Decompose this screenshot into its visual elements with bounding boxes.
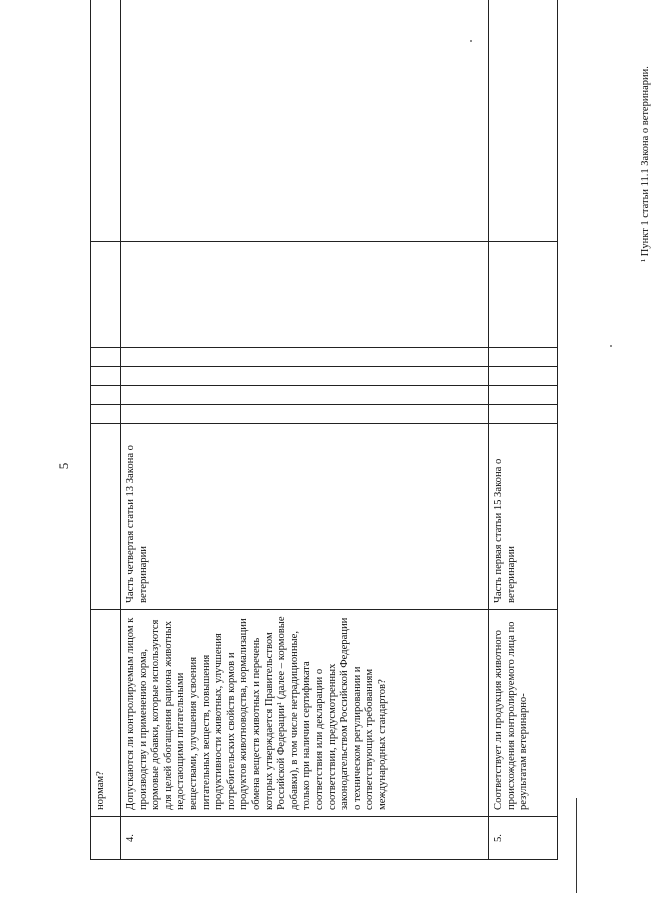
footnote: ¹ Пункт 1 статьи 11.1 Закона о ветеринарии.: [640, 66, 651, 262]
comment-cell[interactable]: [489, 0, 558, 242]
answer-na-cell[interactable]: [91, 367, 121, 386]
footnote-divider: [576, 798, 577, 893]
row-number-cell: 5.: [489, 817, 558, 860]
table-row: [121, 0, 489, 860]
answer-yes-cell[interactable]: [91, 405, 121, 424]
note-cell[interactable]: [91, 242, 121, 348]
rotated-table-wrapper: [90, 60, 557, 860]
table-row: [91, 0, 121, 860]
row-number-cell: 4.: [121, 817, 489, 860]
question-cell: Соответствует ли продукция животного происхождения контролируемого лица по результатам ветеринарно-: [489, 610, 558, 817]
legal-reference-cell: Часть первая статьи 15 Закона о ветеринарии: [489, 424, 558, 610]
row-number-cell: [91, 817, 121, 860]
answer-na-cell[interactable]: [489, 367, 558, 386]
answer-no-cell[interactable]: [121, 386, 489, 405]
question-cell: нормам?: [91, 610, 121, 817]
note-cell[interactable]: [489, 242, 558, 348]
answer-na-cell[interactable]: [121, 367, 489, 386]
question-cell: Допускаются ли контролируемым лицом к производству и применению корма, кормовые добавки, которые используются для целей обогащения рациона животных недостающими питательными веществами, улучшения усвоения питательных веществ, повышения продуктивности животных, улучшения потребительских свойств кормов и продуктов животноводства, нормализации обмена веществ животных и перечень которых утверждается Правительством Российской Федерации¹ (далее – кормовые добавки), в том числе нетрадиционные, только при наличии сертификата соответствия или декларации о соответствии, предусмотренных законодательством Российской Федерации о техническом регулировании и соответствующих требованиям международных стандартов?: [121, 610, 489, 817]
answer-extra-cell[interactable]: [91, 348, 121, 367]
answer-no-cell[interactable]: [91, 386, 121, 405]
note-cell[interactable]: [121, 242, 489, 348]
answer-no-cell[interactable]: [489, 386, 558, 405]
answer-yes-cell[interactable]: [121, 405, 489, 424]
scan-speck: [470, 40, 472, 42]
comment-cell[interactable]: [91, 0, 121, 242]
comment-cell[interactable]: [121, 0, 489, 242]
answer-yes-cell[interactable]: [489, 405, 558, 424]
table-row: [489, 0, 558, 860]
scan-speck: [610, 345, 612, 347]
answer-extra-cell[interactable]: [121, 348, 489, 367]
legal-reference-cell: [91, 424, 121, 610]
answer-extra-cell[interactable]: [489, 348, 558, 367]
legal-reference-cell: Часть четвертая статьи 13 Закона о ветеринарии: [121, 424, 489, 610]
checklist-table: [90, 0, 558, 860]
page-number: 5: [56, 462, 71, 470]
